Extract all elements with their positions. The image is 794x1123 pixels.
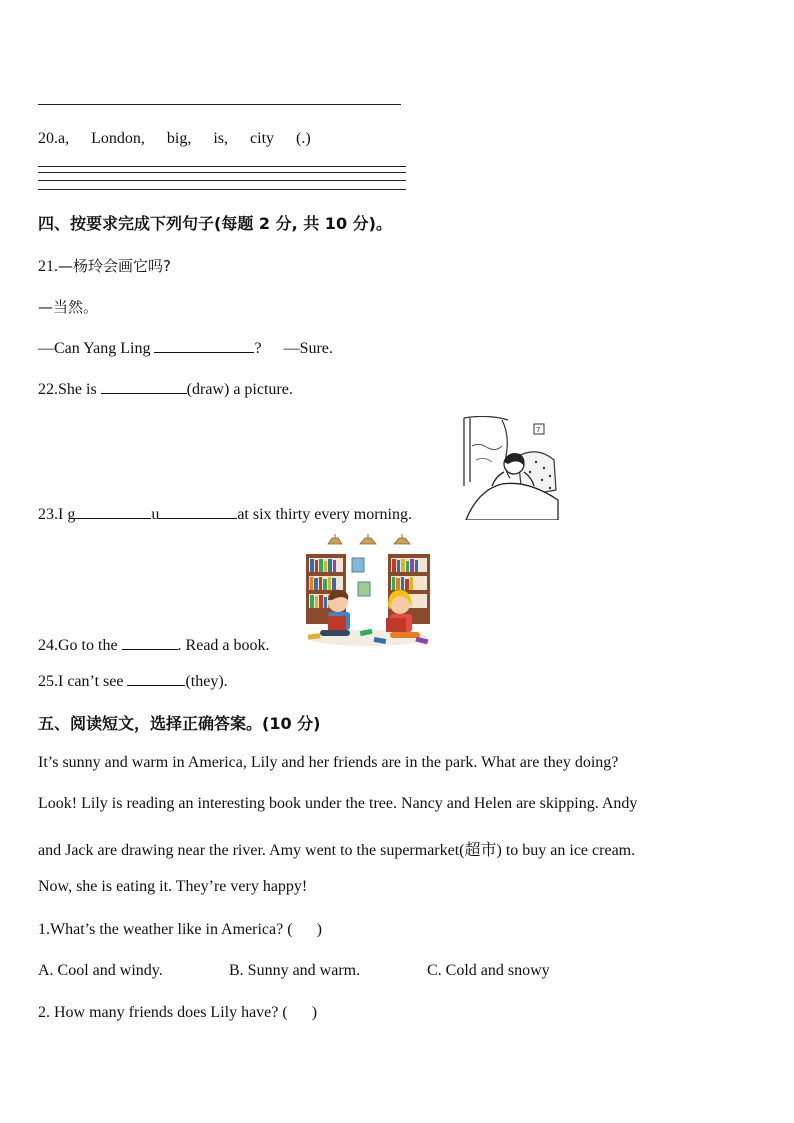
passage-line: Look! Lily is reading an interesting book under the tree. Nancy and Helen are skipping. Andy bbox=[38, 795, 638, 812]
writing-line[interactable] bbox=[38, 172, 406, 173]
option-a[interactable]: A. Cool and windy. bbox=[38, 962, 163, 979]
reading-question-1: 1.What’s the weather like in America? ( ) bbox=[38, 921, 322, 938]
word: (.) bbox=[296, 130, 311, 147]
section-5-heading: 五、阅读短文，选择正确答案。(10 分) bbox=[38, 714, 321, 733]
question-21-line-1: 21.—杨玲会画它吗? bbox=[38, 257, 171, 275]
word: big, bbox=[166, 130, 192, 147]
answer-bracket-space[interactable] bbox=[293, 920, 317, 934]
svg-text:7: 7 bbox=[536, 426, 541, 434]
question-25: 25.I can’t see (they). bbox=[38, 673, 228, 690]
reading-question-2: 2. How many friends does Lily have? ( ) bbox=[38, 1004, 318, 1021]
question-20 bbox=[38, 130, 311, 148]
question-24: 24.Go to the . Read a book. bbox=[38, 637, 270, 654]
writing-line[interactable] bbox=[38, 189, 406, 190]
passage-line: Now, she is eating it. They’re very happy! bbox=[38, 878, 308, 895]
answer-blank[interactable] bbox=[127, 671, 185, 686]
answer-line-19 bbox=[38, 104, 401, 105]
question-23: 23.I g u at six thirty every morning. bbox=[38, 506, 412, 523]
answer-bracket-space[interactable] bbox=[288, 1003, 312, 1017]
question-22: 22.She is (draw) a picture. bbox=[38, 381, 293, 398]
option-b[interactable]: B. Sunny and warm. bbox=[229, 962, 361, 979]
option-c[interactable]: C. Cold and snowy bbox=[427, 962, 550, 979]
passage-line: and Jack are drawing near the river. Amy went to the supermarket(超市) to buy an ice cream. bbox=[38, 842, 636, 859]
word: London, bbox=[91, 130, 145, 147]
word: city bbox=[250, 130, 275, 147]
answer-blank[interactable] bbox=[159, 504, 237, 519]
answer-blank[interactable] bbox=[75, 504, 151, 519]
question-21-line-3: —Can Yang Ling ? —Sure. bbox=[38, 340, 333, 357]
word: is, bbox=[213, 130, 229, 147]
answer-blank[interactable] bbox=[101, 379, 187, 394]
writing-line[interactable] bbox=[38, 166, 406, 167]
question-21-line-2: —当然。 bbox=[38, 298, 99, 316]
answer-blank[interactable] bbox=[154, 338, 254, 353]
passage-line: It’s sunny and warm in America, Lily and her friends are in the park. What are they doing? bbox=[38, 754, 619, 771]
library-illustration bbox=[304, 534, 434, 650]
answer-blank[interactable] bbox=[122, 635, 178, 650]
wake-up-illustration bbox=[458, 416, 560, 520]
word: a, bbox=[58, 130, 70, 147]
question-number: 21. bbox=[38, 258, 58, 275]
section-4-heading: 四、按要求完成下列句子(每题 2 分, 共 10 分)。 bbox=[38, 214, 392, 233]
writing-line[interactable] bbox=[38, 180, 406, 181]
question-number: 20. bbox=[38, 130, 58, 147]
